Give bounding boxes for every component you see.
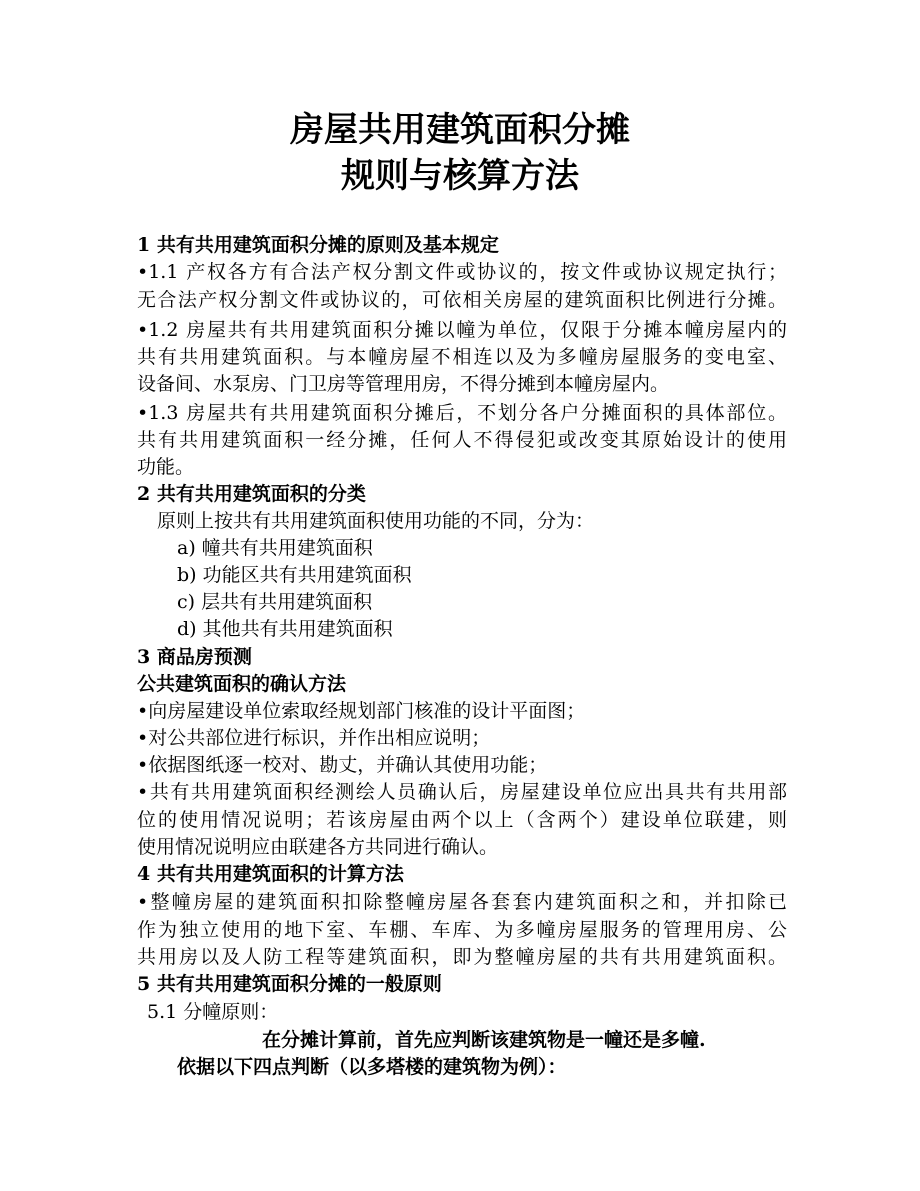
section-1-heading: 1 共有共用建筑面积分摊的原则及基本规定 bbox=[137, 234, 499, 256]
s4-line-1: •整幢房屋的建筑面积扣除整幢房屋各套套内建筑面积之和，并扣除已 bbox=[137, 891, 787, 913]
s1-para3-line3: 功能。 bbox=[137, 456, 195, 478]
s2-list-item-a: a) 幢共有共用建筑面积 bbox=[177, 537, 373, 559]
s4-line-2: 作为独立使用的地下室、车棚、车库、为多幢房屋服务的管理用房、公 bbox=[137, 919, 787, 941]
s2-list-item-d: d) 其他共有共用建筑面积 bbox=[177, 618, 393, 640]
s3-subheading: 公共建筑面积的确认方法 bbox=[137, 673, 347, 695]
s2-intro: 原则上按共有共用建筑面积使用功能的不同，分为： bbox=[157, 510, 595, 532]
section-5-heading: 5 共有共用建筑面积分摊的一般原则 bbox=[137, 973, 442, 995]
title-line-1: 房屋共用建筑面积分摊 bbox=[290, 110, 630, 150]
s3-bullet-3: •依据图纸逐一校对、勘丈，并确认其使用功能； bbox=[137, 754, 548, 776]
s1-para2-line3: 设备间、水泵房、门卫房等管理用房，不得分摊到本幢房屋内。 bbox=[137, 373, 670, 395]
s1-para3-line2: 共有共用建筑面积一经分摊，任何人不得侵犯或改变其原始设计的使用 bbox=[137, 429, 787, 451]
s3-bullet-4-line1: •共有共用建筑面积经测绘人员确认后，房屋建设单位应出具共有共用部 bbox=[137, 781, 787, 803]
s1-para1-line2: 无合法产权分割文件或协议的，可依相关房屋的建筑面积比例进行分摊。 bbox=[137, 289, 787, 311]
s3-bullet-2: •对公共部位进行标识，并作出相应说明； bbox=[137, 727, 491, 749]
s1-para2-line2: 共有共用建筑面积。与本幢房屋不相连以及为多幢房屋服务的变电室、 bbox=[137, 346, 787, 368]
s4-line-3: 共用房以及人防工程等建筑面积，即为整幢房屋的共有共用建筑面积。 bbox=[137, 946, 787, 968]
s5-bold-line-2: 依据以下四点判断（以多塔楼的建筑物为例）： bbox=[177, 1056, 567, 1078]
s3-bullet-4-line3: 使用情况说明应由联建各方共同进行确认。 bbox=[137, 836, 499, 858]
s1-para2-line1: •1.2 房屋共有共用建筑面积分摊以幢为单位，仅限于分摊本幢房屋内的 bbox=[137, 319, 787, 341]
s1-para1-line1: •1.1 产权各方有合法产权分割文件或协议的，按文件或协议规定执行； bbox=[137, 261, 787, 283]
s2-list-item-c: c) 层共有共用建筑面积 bbox=[177, 591, 373, 613]
s2-list-item-b: b) 功能区共有共用建筑面积 bbox=[177, 564, 412, 586]
s1-para3-line1: •1.3 房屋共有共用建筑面积分摊后，不划分各户分摊面积的具体部位。 bbox=[137, 402, 787, 424]
s5-bold-line-1: 在分摊计算前，首先应判断该建筑物是一幢还是多幢. bbox=[262, 1029, 706, 1051]
section-4-heading: 4 共有共用建筑面积的计算方法 bbox=[137, 863, 404, 885]
section-3-heading: 3 商品房预测 bbox=[137, 646, 252, 668]
section-2-heading: 2 共有共用建筑面积的分类 bbox=[137, 483, 366, 505]
title-line-2: 规则与核算方法 bbox=[341, 156, 579, 196]
s5-subheading: 5.1 分幢原则： bbox=[147, 1001, 279, 1023]
s3-bullet-4-line2: 位的使用情况说明；若该房屋由两个以上（含两个）建设单位联建，则 bbox=[137, 809, 787, 831]
s3-bullet-1: •向房屋建设单位索取经规划部门核准的设计平面图； bbox=[137, 700, 586, 722]
